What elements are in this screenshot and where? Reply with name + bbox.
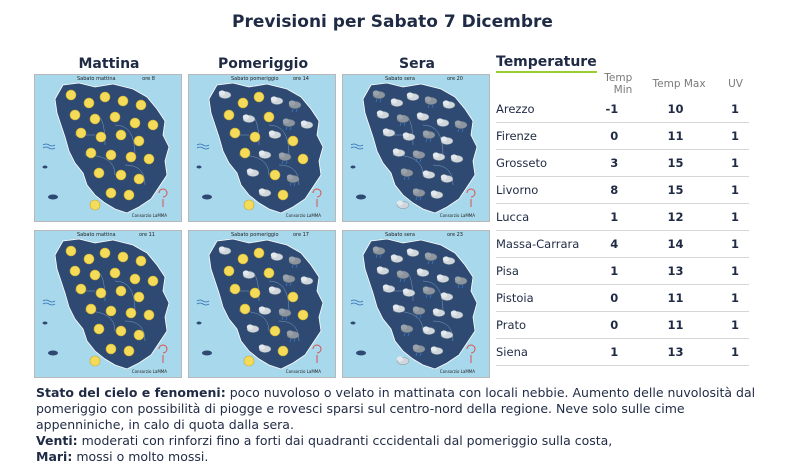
sun-icon [244, 200, 254, 210]
sun-icon [116, 326, 126, 336]
sun-icon [100, 248, 110, 258]
uv-index: 1 [708, 312, 749, 339]
column-header-afternoon: Pomeriggio [217, 56, 309, 72]
sun-icon [270, 170, 280, 180]
temp-max: 13 [646, 258, 707, 285]
tuscany-map [189, 231, 335, 377]
city-name: Pistoia [496, 285, 586, 312]
sun-icon [148, 120, 158, 130]
sun-icon [144, 154, 154, 164]
wind-paragraph [36, 433, 756, 449]
sun-icon [136, 256, 146, 266]
wind-label: Venti: [36, 433, 78, 448]
map-time: ore 8 [142, 76, 155, 82]
sun-icon [134, 330, 144, 340]
uv-index: 1 [708, 96, 749, 123]
uv-index: 1 [708, 285, 749, 312]
temperature-table [496, 72, 749, 366]
sun-icon [76, 284, 86, 294]
sun-icon [90, 200, 100, 210]
column-header-evening: Sera [399, 56, 435, 72]
temp-max: 15 [646, 177, 707, 204]
map-caption: Sabato sera [385, 232, 415, 238]
uv-index: 1 [708, 177, 749, 204]
sky-paragraph [36, 385, 756, 433]
sun-icon [66, 246, 76, 256]
sun-icon [90, 114, 100, 124]
sun-icon [230, 284, 240, 294]
map-time: ore 11 [138, 232, 155, 238]
sun-icon [84, 98, 94, 108]
temp-max: 15 [646, 150, 707, 177]
city-name: Siena [496, 339, 586, 366]
tuscany-map [35, 231, 181, 377]
uv-header: UV [728, 78, 743, 90]
uv-index: 1 [708, 231, 749, 258]
sun-icon [134, 292, 144, 302]
sun-icon [126, 308, 136, 318]
tuscany-map [343, 231, 489, 377]
forecast-description [36, 385, 756, 465]
sky-text: poco nuvoloso o velato in mattinata con locali nebbie. Aumento delle nuvolosità dal pomeriggio con possibilità di piogge e rovesci sparsi sul centro-nord della regione. Neve solo sulle cime appenniniche, in calo di quota dalla sera. [36, 385, 756, 432]
uv-index: 1 [708, 258, 749, 285]
sun-icon [106, 344, 116, 354]
table-row [496, 204, 749, 231]
city-name: Arezzo [496, 96, 586, 123]
sun-icon [288, 292, 298, 302]
sun-icon [126, 152, 136, 162]
forecast-map-morning-2[interactable] [34, 230, 182, 378]
temp-min: 4 [586, 231, 646, 258]
temp-min: 8 [586, 177, 646, 204]
map-caption: Sabato pomeriggio [231, 76, 279, 82]
map-time: ore 20 [446, 76, 463, 82]
map-time: ore 23 [446, 232, 463, 238]
sun-icon [278, 190, 288, 200]
sun-icon [264, 112, 274, 122]
sun-icon [278, 346, 288, 356]
forecast-map-evening-1[interactable] [342, 74, 490, 222]
sun-icon [70, 266, 80, 276]
sun-icon [238, 98, 248, 108]
city-name: Grosseto [496, 150, 586, 177]
map-time: ore 17 [292, 232, 309, 238]
sky-label: Stato del cielo e fenomeni: [36, 385, 226, 400]
uv-index: 1 [708, 150, 749, 177]
sun-icon [130, 274, 140, 284]
map-caption: Sabato sera [385, 76, 415, 82]
city-name: Livorno [496, 177, 586, 204]
wind-text: moderati con rinforzi fino a forti dai quadranti cccidentali dal pomeriggio sulla costa, [81, 433, 613, 448]
sun-icon [100, 92, 110, 102]
sun-icon [134, 174, 144, 184]
temp-max-header: Temp Max [652, 78, 706, 90]
sun-icon [86, 304, 96, 314]
forecast-map-afternoon-1[interactable] [188, 74, 336, 222]
uv-index: 1 [708, 339, 749, 366]
table-row [496, 96, 749, 123]
city-name: Firenze [496, 123, 586, 150]
map-credit: Consorzio LaMMA [285, 369, 321, 374]
temp-max: 11 [646, 123, 707, 150]
tuscany-map [189, 75, 335, 221]
forecast-map-evening-2[interactable] [342, 230, 490, 378]
table-row [496, 123, 749, 150]
map-caption: Sabato pomeriggio [231, 232, 279, 238]
sun-icon [96, 132, 106, 142]
sun-icon [90, 270, 100, 280]
sun-icon [224, 110, 234, 120]
city-name: Prato [496, 312, 586, 339]
city-name: Pisa [496, 258, 586, 285]
map-credit: Consorzio LaMMA [131, 213, 167, 218]
sea-label: Mari: [36, 449, 73, 464]
sun-icon [240, 148, 250, 158]
uv-index: 1 [708, 123, 749, 150]
sun-icon [116, 170, 126, 180]
sun-icon [86, 148, 96, 158]
temp-min: 0 [586, 123, 646, 150]
sun-icon [244, 356, 254, 366]
city-name: Massa-Carrara [496, 231, 586, 258]
temp-min: 3 [586, 150, 646, 177]
sun-icon [110, 112, 120, 122]
sun-icon [106, 150, 116, 160]
sun-icon [270, 326, 280, 336]
sun-icon [90, 356, 100, 366]
sun-icon [250, 132, 260, 142]
temp-min: -1 [586, 96, 646, 123]
map-caption: Sabato mattina [77, 76, 116, 82]
temp-min: 0 [586, 312, 646, 339]
sun-icon [254, 92, 264, 102]
table-row [496, 258, 749, 285]
temp-min: 1 [586, 339, 646, 366]
sun-icon [106, 188, 116, 198]
sun-icon [288, 136, 298, 146]
sun-icon [130, 118, 140, 128]
temp-max: 14 [646, 231, 707, 258]
sun-icon [254, 248, 264, 258]
table-row [496, 150, 749, 177]
sun-icon [144, 310, 154, 320]
temp-min: 1 [586, 204, 646, 231]
forecast-map-afternoon-2[interactable] [188, 230, 336, 378]
sun-icon [116, 130, 126, 140]
sun-icon [240, 304, 250, 314]
table-row [496, 312, 749, 339]
sun-icon [106, 306, 116, 316]
sun-icon [264, 268, 274, 278]
column-header-morning: Mattina [78, 56, 140, 72]
table-row [496, 177, 749, 204]
map-credit: Consorzio LaMMA [439, 213, 475, 218]
table-row [496, 339, 749, 366]
map-time: ore 14 [292, 76, 309, 82]
sun-icon [84, 254, 94, 264]
sun-icon [230, 128, 240, 138]
temperature-section-title: Temperature [496, 54, 597, 73]
city-header [496, 72, 586, 96]
forecast-map-morning-1[interactable] [34, 74, 182, 222]
map-credit: Consorzio LaMMA [285, 213, 321, 218]
temp-max: 12 [646, 204, 707, 231]
page-title: Previsioni per Sabato 7 Dicembre [232, 12, 553, 32]
city-name: Lucca [496, 204, 586, 231]
sun-icon [124, 346, 134, 356]
temp-min: 1 [586, 258, 646, 285]
sun-icon [94, 168, 104, 178]
sun-icon [110, 268, 120, 278]
uv-index: 1 [708, 204, 749, 231]
map-credit: Consorzio LaMMA [439, 369, 475, 374]
sun-icon [224, 266, 234, 276]
sea-paragraph [36, 449, 756, 465]
temp-max: 11 [646, 285, 707, 312]
sea-text: mossi o molto mossi. [76, 449, 209, 464]
sun-icon [136, 100, 146, 110]
sun-icon [118, 252, 128, 262]
sun-icon [96, 288, 106, 298]
map-caption: Sabato mattina [77, 232, 116, 238]
table-row [496, 285, 749, 312]
tuscany-map [35, 75, 181, 221]
sun-icon [124, 190, 134, 200]
temp-min-header: Temp Min [604, 72, 633, 96]
sun-icon [70, 110, 80, 120]
temp-min: 0 [586, 285, 646, 312]
table-row [496, 231, 749, 258]
sun-icon [66, 90, 76, 100]
temp-max: 13 [646, 339, 707, 366]
sun-icon [148, 276, 158, 286]
sun-icon [76, 128, 86, 138]
sun-icon [94, 324, 104, 334]
map-credit: Consorzio LaMMA [131, 369, 167, 374]
sun-icon [134, 136, 144, 146]
sun-icon [118, 96, 128, 106]
sun-icon [250, 288, 260, 298]
temp-max: 11 [646, 312, 707, 339]
sun-icon [238, 254, 248, 264]
tuscany-map [343, 75, 489, 221]
sun-icon [298, 154, 308, 164]
sun-icon [298, 310, 308, 320]
sun-icon [116, 286, 126, 296]
temp-max: 10 [646, 96, 707, 123]
